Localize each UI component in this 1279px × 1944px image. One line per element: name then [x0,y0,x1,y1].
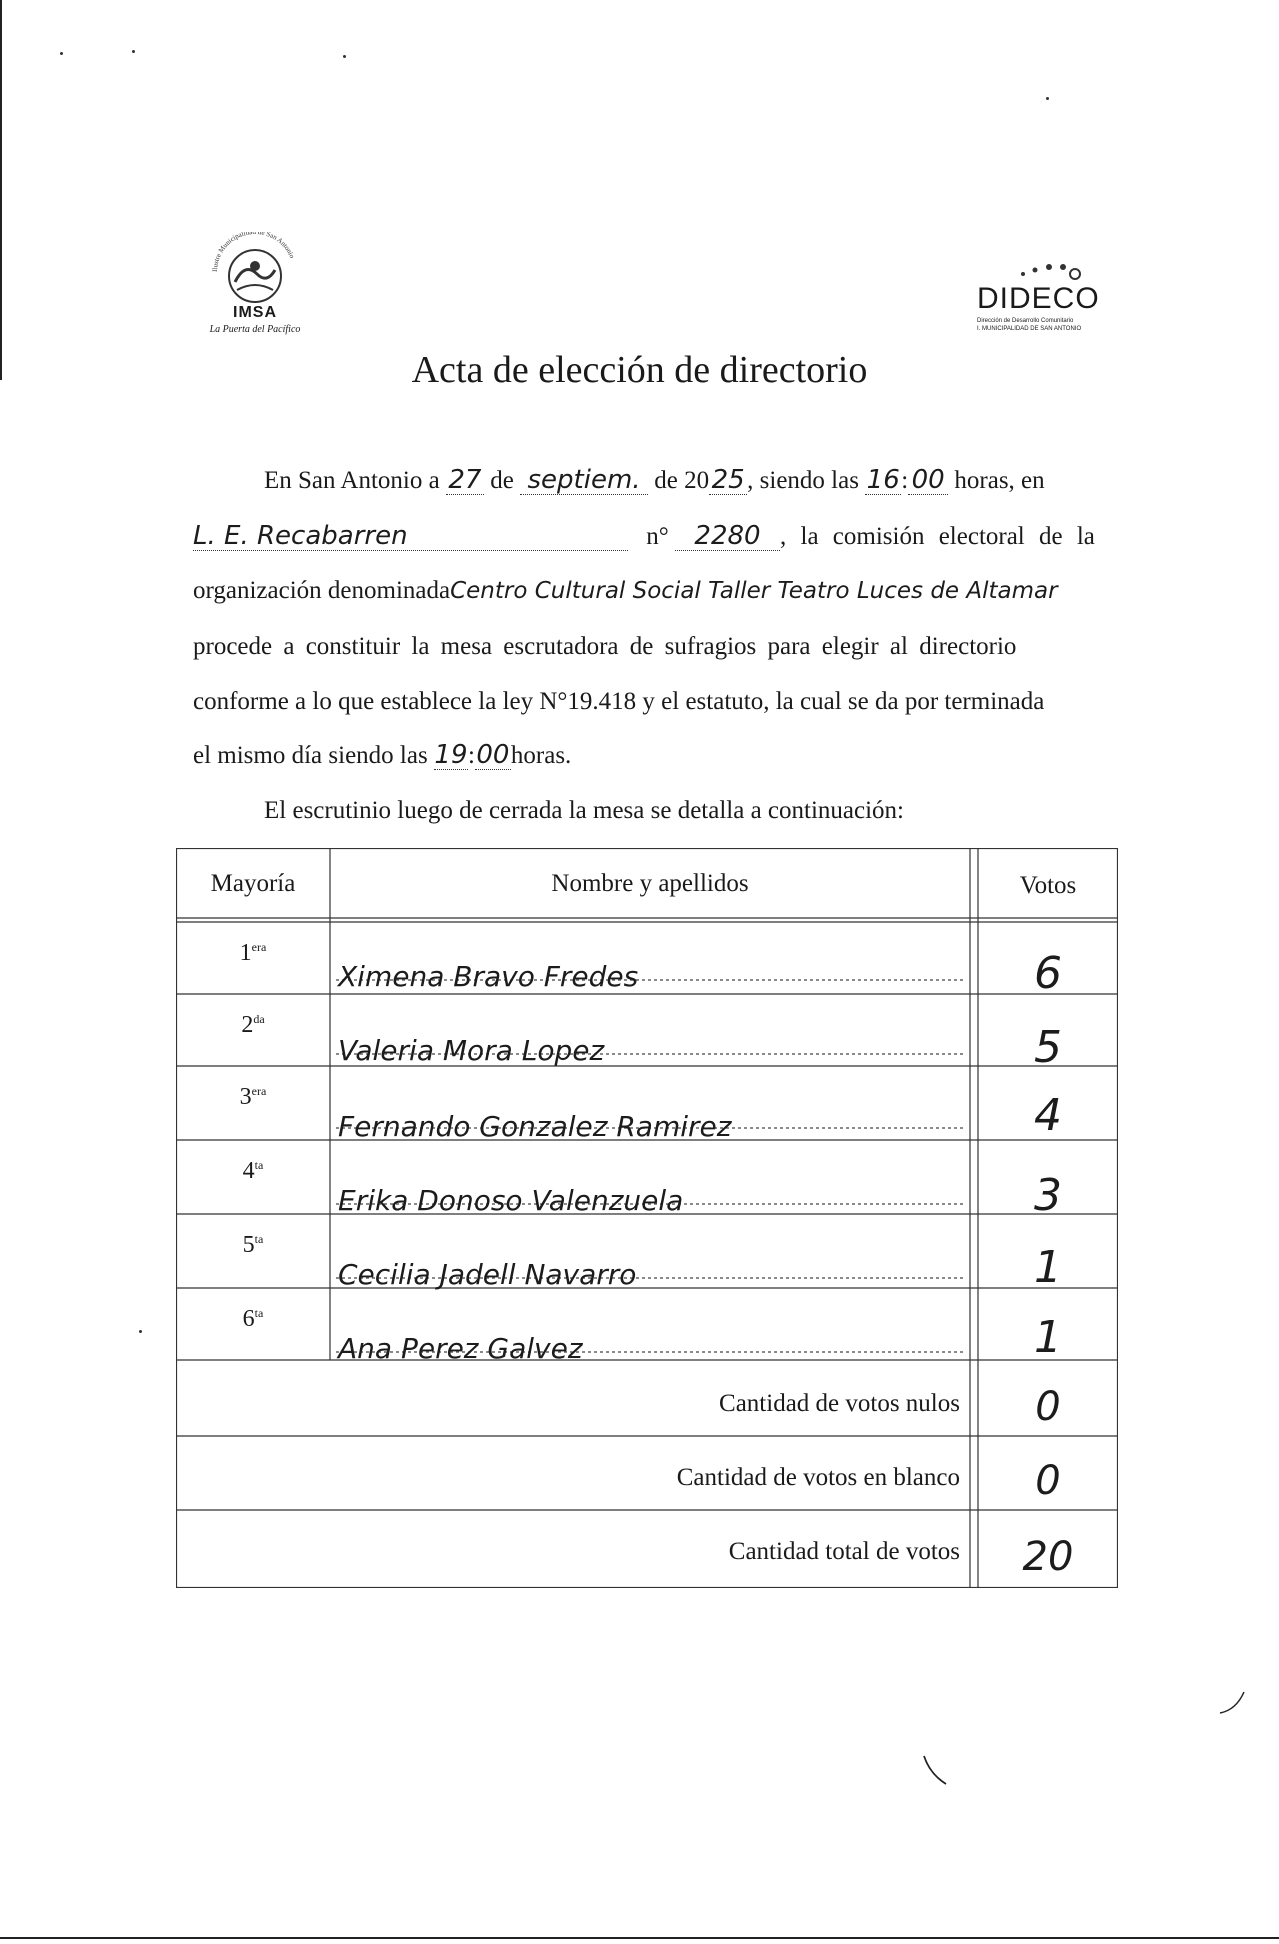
header-name: Nombre y apellidos [551,870,749,897]
scan-speck [132,50,135,53]
end-hour-field: 19 [434,740,468,770]
dideco-subtitle-municipality: I. MUNICIPALIDAD DE SAN ANTONIO [977,326,1082,332]
municipality-tagline: La Puerta del Pacífico [209,324,301,335]
intro-line-1 [264,466,1264,495]
scan-bottom-edge [0,1937,1279,1939]
candidate-name: Ximena Bravo Fredes [338,960,639,993]
time-colon: : [467,742,475,769]
rank-ordinal: ta [254,1232,264,1246]
intro-text: organización denominada [193,577,451,604]
intro-line-4: procede a constituir la mesa escrutadora de sufragios para elegir al directorio [193,633,1017,660]
document-title: Acta de elección de directorio [411,349,868,391]
total-votes-value: 20 [1022,1534,1074,1580]
header-votes: Votos [1019,872,1077,899]
intro-text: de [490,467,514,494]
hour-field: 16 [866,465,900,495]
blank-votes-value: 0 [1035,1458,1061,1504]
null-votes-value: 0 [1035,1384,1061,1430]
pen-mark [1218,1688,1248,1718]
candidate-name: Erika Donoso Valenzuela [338,1184,684,1217]
rank-ordinal: era [251,940,267,954]
candidate-votes: 1 [1034,1242,1062,1293]
scan-speck [60,52,63,55]
header-rank: Mayoría [210,870,296,897]
dideco-subtitle: Dirección de Desarrollo Comunitario [977,318,1074,324]
candidate-votes: 1 [1034,1312,1062,1363]
row-rank [176,1158,330,1185]
month-field: septiem. [520,466,648,495]
end-minute-field: 00 [476,740,510,770]
intro-text: n° [646,523,669,550]
rank-ordinal: da [253,1012,265,1026]
scan-left-edge [0,0,2,380]
seal-ring-text: Ilustre Municipalidad de San Antonio [210,232,297,273]
dideco-people-icon [1013,258,1083,284]
organization-name-field: Centro Cultural Social Taller Teatro Luces de Altamar [450,578,1058,604]
rank-number: 6 [242,1306,255,1332]
municipality-acronym: IMSA [233,304,277,321]
intro-line-6 [193,741,1193,770]
candidate-votes: 3 [1034,1170,1062,1221]
candidate-votes: 5 [1034,1022,1062,1073]
row-rank [176,1084,330,1111]
intro-line-5: conforme a lo que establece la ley N°19.418 y el estatuto, la cual se da por terminada [193,688,1045,715]
candidate-name: Valeria Mora Lopez [338,1034,605,1067]
row-rank [176,1232,330,1259]
dideco-wordmark: DIDECO [977,282,1100,315]
intro-text: , la comisión electoral de la [780,523,1095,550]
candidate-votes: 4 [1034,1090,1062,1141]
scan-speck [1046,97,1049,100]
candidate-name: Cecilia Jadell Navarro [338,1258,637,1291]
row-rank [176,1012,330,1039]
municipality-logo [195,232,315,342]
rank-number: 3 [239,1084,252,1110]
rank-number: 2 [241,1012,254,1038]
candidate-name: Fernando Gonzalez Ramirez [338,1110,732,1143]
candidate-name: Ana Perez Galvez [338,1332,583,1365]
minute-field: 00 [908,466,948,495]
time-colon: : [901,467,909,494]
intro-line-3 [193,577,1193,605]
address-field: L. E. Recabarren [193,522,628,551]
blank-votes-label: Cantidad de votos en blanco [676,1464,960,1491]
intro-text: de 20 [654,467,710,494]
day-field: 27 [446,466,484,495]
intro-text: horas. [510,742,572,769]
intro-line-2 [193,522,1193,551]
pen-mark [920,1752,950,1788]
intro-text: En San Antonio a [264,467,440,494]
total-votes-label: Cantidad total de votos [728,1538,960,1565]
row-rank [176,940,330,967]
intro-line-7: El escrutinio luego de cerrada la mesa se detalla a continuación: [264,797,905,824]
intro-text: horas, en [954,467,1045,494]
scan-speck [343,55,346,58]
dideco-logo [975,258,1103,340]
rank-ordinal: ta [254,1306,264,1320]
intro-text: el mismo día siendo las [193,742,428,769]
candidate-votes: 6 [1034,948,1062,999]
rank-ordinal: era [251,1084,267,1098]
rank-number: 4 [242,1158,255,1184]
row-rank [176,1306,330,1333]
scan-speck [139,1330,142,1333]
rank-number: 1 [239,940,252,966]
street-number-field: 2280 [675,522,780,551]
year-field: 25 [709,466,747,495]
rank-ordinal: ta [254,1158,264,1172]
intro-text: , siendo las [747,467,859,494]
null-votes-label: Cantidad de votos nulos [719,1390,960,1417]
rank-number: 5 [242,1232,255,1258]
